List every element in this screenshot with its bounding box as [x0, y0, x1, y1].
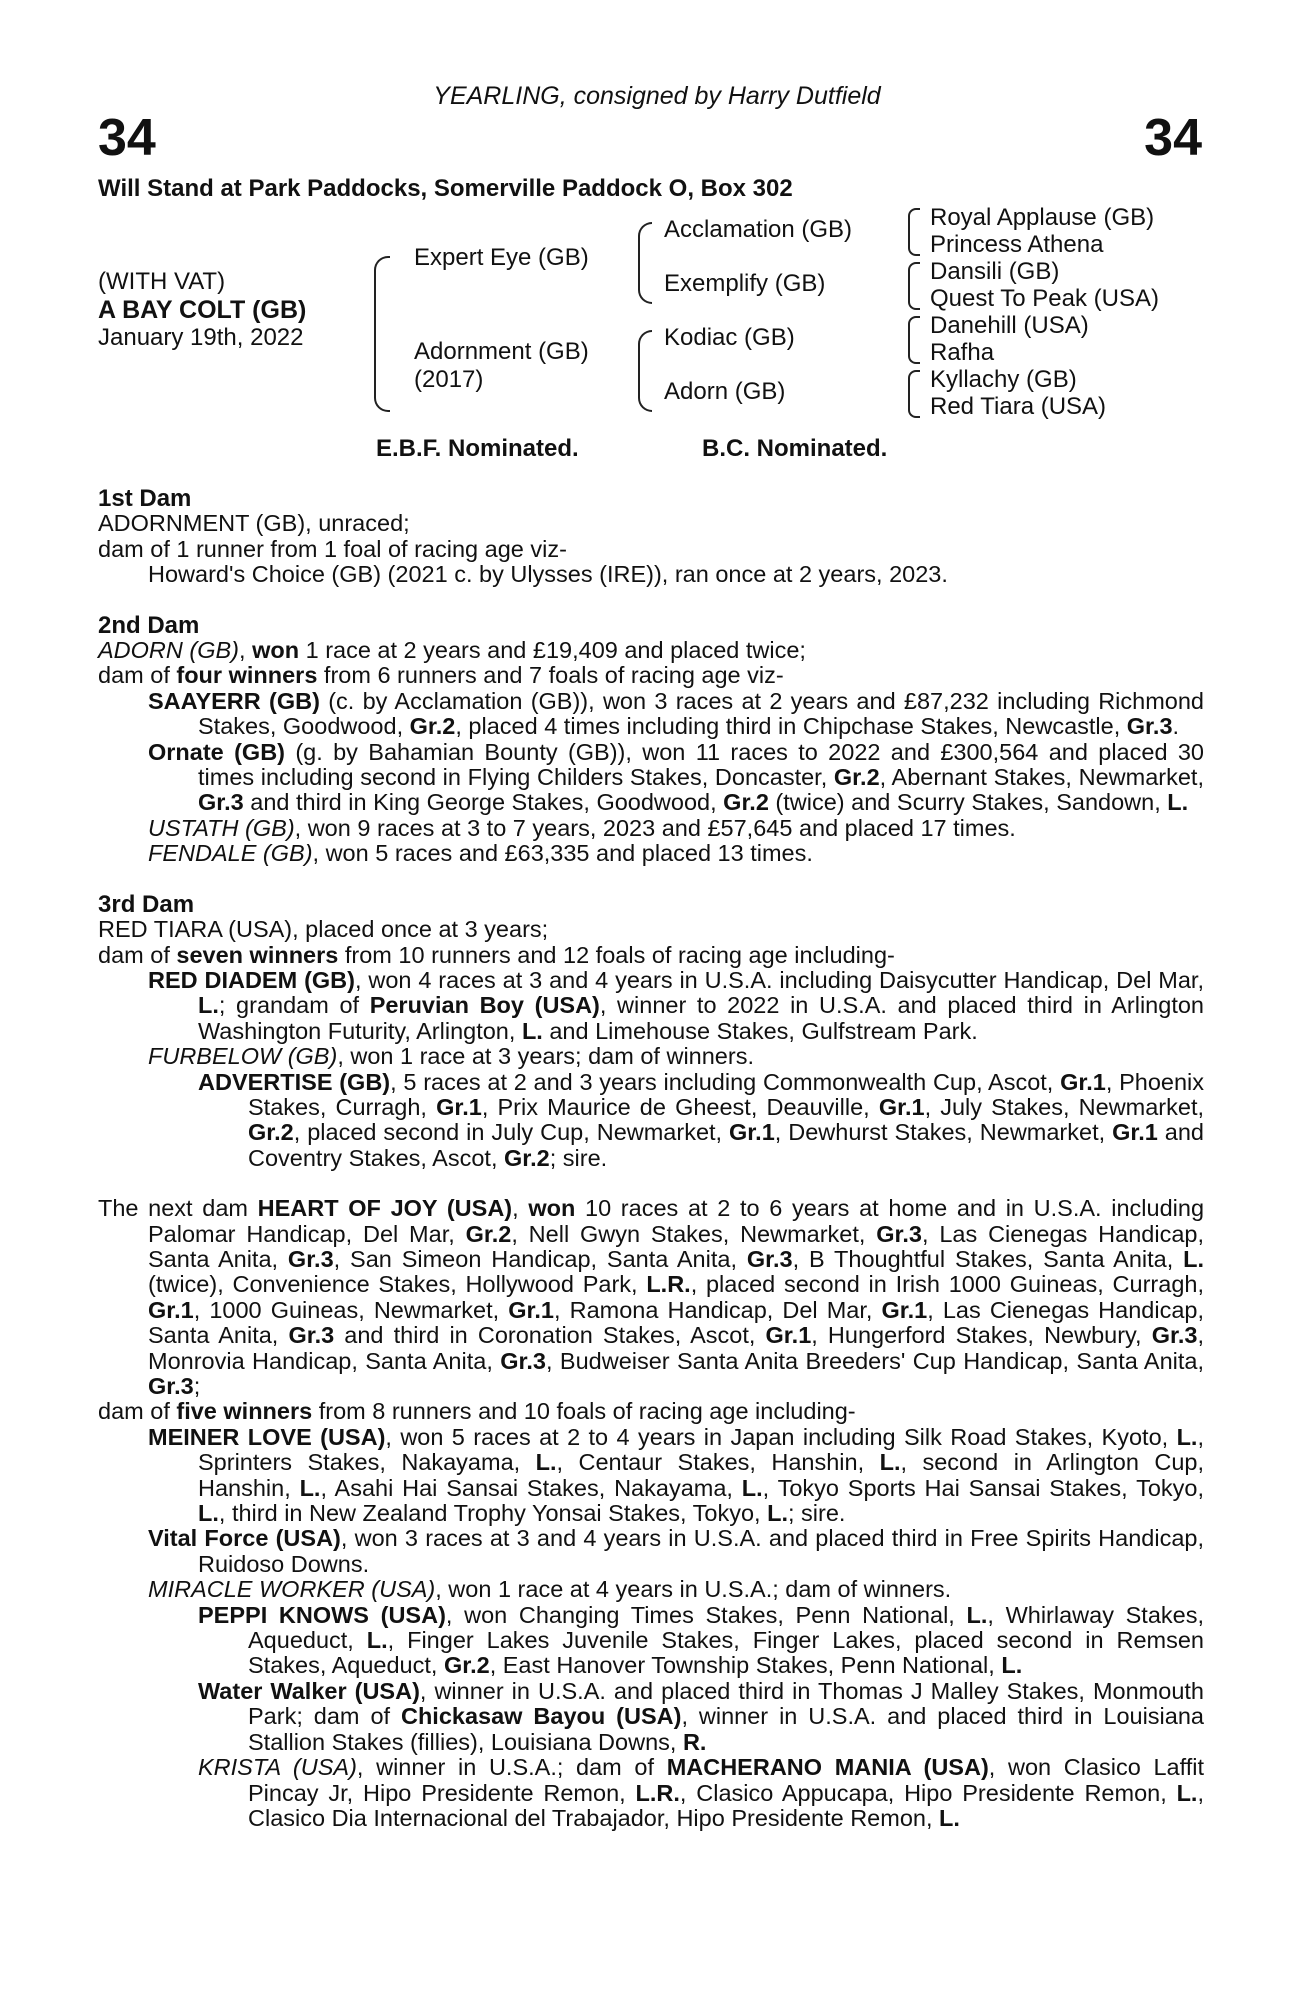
progeny-ustath: USTATH (GB), won 9 races at 3 to 7 years, 2023 and £57,645 and placed 17 times. [148, 814, 1016, 841]
first-dam-heading: 1st Dam [98, 485, 192, 512]
pedigree-brace-gg4 [908, 370, 920, 418]
pedigree-brace-sire [638, 222, 652, 304]
sire-name: Expert Eye (GB) [414, 244, 589, 271]
great-grandparent-3: Dansili (GB) [930, 258, 1060, 285]
lot-number-right: 34 [1144, 109, 1202, 167]
granddam-1: Exemplify (GB) [664, 270, 826, 297]
progeny-fendale: FENDALE (GB), won 5 races and £63,335 and placed 13 times. [148, 840, 813, 867]
progeny-saayerr: SAAYERR (GB) (c. by Acclamation (GB)), won 3 races at 2 years and £87,232 including Richmond Stakes, Goodwood, Gr.2, placed 4 times including third in Chipchase Stakes, Newcastle, Gr.3. [148, 687, 1204, 740]
first-dam-line: ADORNMENT (GB), unraced; [98, 510, 410, 537]
progeny-krista: KRISTA (USA), winner in U.S.A.; dam of MACHERANO MANIA (USA), won Clasico Laffit Pincay Jr, Hipo Presidente Remon, L.R., Clasico Appucapa, Hipo Presidente Remon, L., Clasico Dia Internacional del Trabajador, Hipo Presidente Remon, L. [198, 1754, 1205, 1831]
stand-location: Will Stand at Park Paddocks, Somerville Paddock O, Box 302 [98, 175, 793, 202]
progeny-meiner-love: MEINER LOVE (USA), won 5 races at 2 to 4 years in Japan including Silk Road Stakes, Kyoto, L., Sprinters Stakes, Nakayama, L., Centaur Stakes, Hanshin, L., second in Arlington Cup, Hanshin, L., Asahi Hai Sansai Stakes, Nakayama, L., Tokyo Sports Hai Sansai Stakes, Tokyo, L., third in New Zealand Trophy Yonsai Stakes, Tokyo, L.; sire. [148, 1423, 1204, 1527]
granddam-2: Adorn (GB) [664, 378, 786, 405]
dam-name: Adornment (GB) [414, 338, 589, 365]
progeny-water-walker: Water Walker (USA), winner in U.S.A. and placed third in Thomas J Malley Stakes, Monmouth Park; dam of Chickasaw Bayou (USA), winner in U.S.A. and placed third in Louisiana Stallion Stakes (fillies), Louisiana Downs, R. [198, 1677, 1204, 1755]
dam-details [98, 486, 1204, 1831]
second-dam-produce-line: dam of four winners from 6 runners and 7 foals of racing age viz- [98, 662, 784, 689]
progeny-vital-force: Vital Force (USA), won 3 races at 3 and 4 years in U.S.A. and placed third in Free Spirits Handicap, Ruidoso Downs. [148, 1525, 1204, 1577]
third-dam-heading: 3rd Dam [98, 890, 195, 918]
next-dam-line: The next dam HEART OF JOY (USA), won 10 races at 2 to 6 years at home and in U.S.A. including Palomar Handicap, Del Mar, Gr.2, Nell Gwyn Stakes, Newmarket, Gr.3, Las Cienegas Handicap, Santa Anita, Gr.3, San Simeon Handicap, Santa Anita, Gr.3, B Thoughtful Stakes, Santa Anita, L. (twice), Convenience Stakes, Hollywood Park, L.R., placed second in Irish 1000 Guineas, Curragh, Gr.1, 1000 Guineas, Newmarket, Gr.1, Ramona Handicap, Del Mar, Gr.1, Las Cienegas Handicap, Santa Anita, Gr.3 and third in Coronation Stakes, Ascot, Gr.1, Hungerford Stakes, Newbury, Gr.3, Monrovia Handicap, Santa Anita, Gr.3, Budweiser Santa Anita Breeders' Cup Handicap, Santa Anita, Gr.3; [98, 1195, 1205, 1399]
great-grandparent-4: Quest To Peak (USA) [930, 285, 1159, 312]
horse-name: A BAY COLT (GB) [98, 296, 307, 324]
lot-number-left: 34 [98, 109, 156, 167]
first-dam-progeny: Howard's Choice (GB) (2021 c. by Ulysses (IRE)), ran once at 2 years, 2023. [148, 561, 948, 588]
second-dam-heading: 2nd Dam [98, 611, 200, 639]
third-dam-line: RED TIARA (USA), placed once at 3 years; [98, 916, 549, 943]
great-grandparent-7: Kyllachy (GB) [930, 366, 1077, 393]
horse-dob: January 19th, 2022 [98, 324, 304, 351]
pedigree-brace-gg3 [908, 316, 920, 364]
great-grandparent-6: Rafha [930, 339, 995, 366]
pedigree-brace-main [374, 256, 390, 412]
progeny-advertise: ADVERTISE (GB), 5 races at 2 and 3 years including Commonwealth Cup, Ascot, Gr.1, Phoenix Stakes, Curragh, Gr.1, Prix Maurice de Gheest, Deauville, Gr.1, July Stakes, Newmarket, Gr.2, placed second in July Cup, Newmarket, Gr.1, Dewhurst Stakes, Newmarket, Gr.1 and Coventry Stakes, Ascot, Gr.2; sire. [198, 1068, 1205, 1171]
third-dam-produce-line: dam of seven winners from 10 runners and 12 foals of racing age including- [98, 941, 895, 968]
vat-note: (WITH VAT) [98, 268, 226, 295]
second-dam-line: ADORN (GB), won 1 race at 2 years and £19,409 and placed twice; [98, 637, 806, 664]
first-dam-produce-line: dam of 1 runner from 1 foal of racing age viz- [98, 535, 567, 562]
pedigree-brace-gg1 [908, 208, 920, 256]
progeny-red-diadem: RED DIADEM (GB), won 4 races at 3 and 4 years in U.S.A. including Daisycutter Handicap, Del Mar, L.; grandam of Peruvian Boy (USA), winner to 2022 in U.S.A. and placed third in Arlington Washington Futurity, Arlington, L. and Limehouse Stakes, Gulfstream Park. [148, 966, 1204, 1044]
great-grandparent-8: Red Tiara (USA) [930, 393, 1107, 420]
progeny-miracle-worker: MIRACLE WORKER (USA), won 1 race at 4 years in U.S.A.; dam of winners. [148, 1576, 952, 1603]
progeny-furbelow: FURBELOW (GB), won 1 race at 3 years; dam of winners. [148, 1043, 754, 1070]
pedigree-brace-dam [638, 330, 652, 412]
bc-nominated: B.C. Nominated. [702, 435, 888, 462]
next-dam-produce-line: dam of five winners from 8 runners and 10 foals of racing age including- [98, 1398, 856, 1425]
dam-year: (2017) [414, 366, 484, 393]
consignment-header: YEARLING, consigned by Harry Dutfield [433, 82, 881, 110]
ebf-nominated: E.B.F. Nominated. [376, 435, 579, 462]
progeny-peppi-knows: PEPPI KNOWS (USA), won Changing Times Stakes, Penn National, L., Whirlaway Stakes, Aqueduct, L., Finger Lakes Juvenile Stakes, Finger Lakes, placed second in Remsen Stakes, Aqueduct, Gr.2, East Hanover Township Stakes, Penn National, L. [198, 1601, 1205, 1679]
great-grandparent-5: Danehill (USA) [930, 312, 1089, 339]
grandsire-2: Kodiac (GB) [664, 324, 795, 351]
great-grandparent-1: Royal Applause (GB) [930, 204, 1155, 231]
great-grandparent-2: Princess Athena [930, 231, 1104, 258]
pedigree-brace-gg2 [908, 262, 920, 310]
grandsire-1: Acclamation (GB) [664, 216, 853, 243]
progeny-ornate: Ornate (GB) (g. by Bahamian Bounty (GB)), won 11 races to 2022 and £300,564 and placed 30 times including second in Flying Childers Stakes, Doncaster, Gr.2, Abernant Stakes, Newmarket, Gr.3 and third in King George Stakes, Goodwood, Gr.2 (twice) and Scurry Stakes, Sandown, L. [148, 738, 1204, 816]
